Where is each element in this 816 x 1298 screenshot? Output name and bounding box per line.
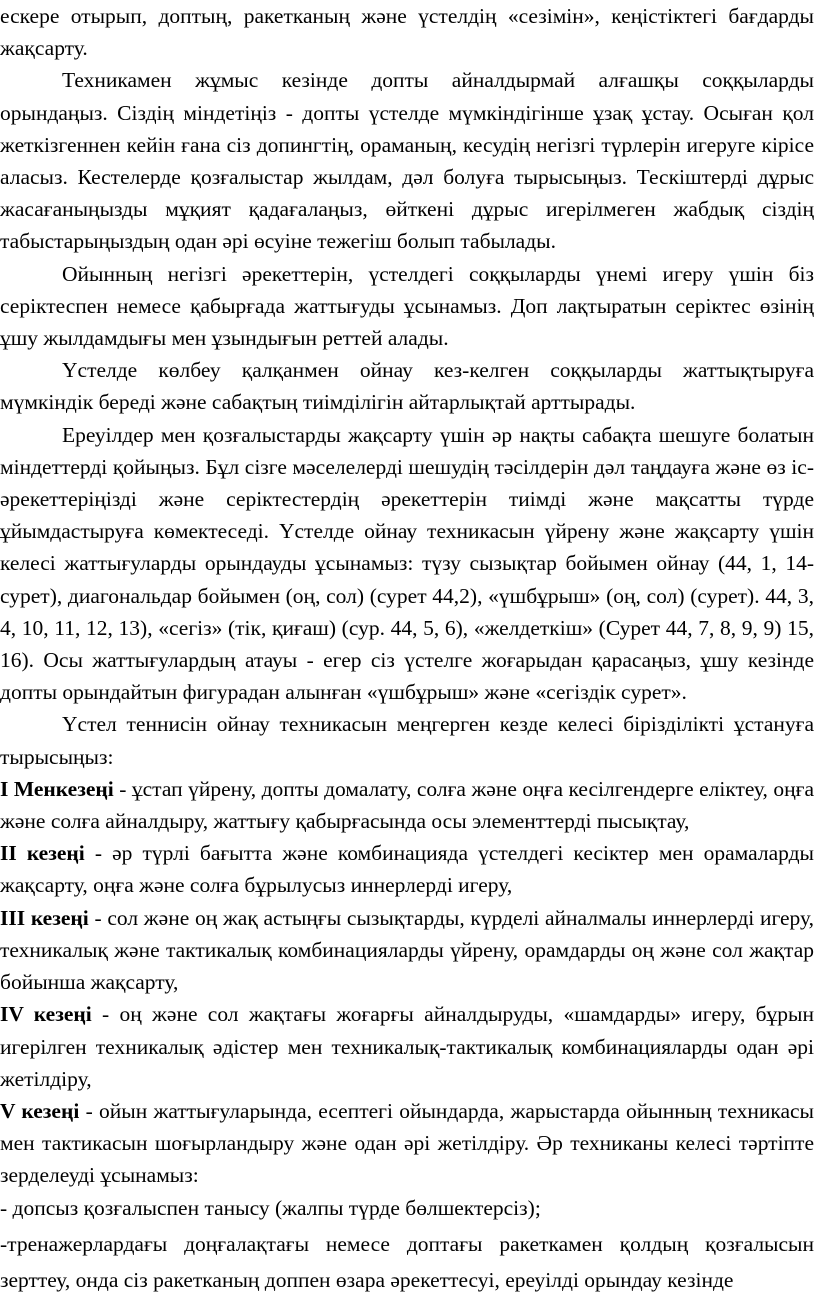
- paragraph-2: Техникамен жұмыс кезінде допты айналдырмай алғашқы соққыларды орындаңыз. Сіздің міндетіңіз - допты үстелде мүмкіндігінше ұзақ ұстау. Осыған қол жеткізгеннен кейін ғана сіз допингтің, ораманың, кесудің негізгі түрлерін игеруге кірісе аласыз. Кестелерде қозғалыстар жылдам, дәл болуға тырысыңыз. Тескіштерді дұрыс жасағаныңызды мұқият қадағалаңыз, өйткені дұрыс игерілмеген жабдық сіздің табыстарыңыздың одан әрі өсуіне тежегіш болып табылады.: [0, 68, 814, 254]
- stage-1-label: І Менкезеңі: [0, 776, 114, 801]
- stage-4-label: IV кезеңі: [0, 1002, 92, 1027]
- paragraph-6: Үстел теннисін ойнау техникасын меңгерген кезде келесі бірізділікті ұстануға тырысыңыз:: [0, 712, 814, 769]
- stage-3-text: - сол және оң жақ астыңғы сызықтарды, күрделі айналмалы иннерлерді игеру, техникалық және тактикалық комбинацияларды үйрену, орамдарды оң және сол жақтар бойынша жақсарту,: [0, 905, 814, 995]
- stage-1: [0, 773, 814, 837]
- stage-5-label: V кезеңі: [0, 1098, 80, 1123]
- paragraph-5: Ереуілдер мен қозғалыстарды жақсарту үшін әр нақты сабақта шешуге болатын міндеттерді қойыңыз. Бұл сізге мәселелерді шешудің тәсілдерін дәл таңдауға және өз іс-әрекеттеріңізді және серіктестердің әрекеттерін тиімді және мақсатты түрде ұйымдастыруға көмектеседі. Үстелде ойнау техникасын үйрену және жақсарту үшін келесі жаттығуларды орындауды ұсынамыз: түзу сызықтар бойымен ойнау (44, 1, 14-сурет), диагональдар бойымен (оң, сол) (сурет 44,2), «үшбұрыш» (оң, сол) (сурет). 44, 3, 4, 10, 11, 12, 13), «сегіз» (тік, қиғаш) (сур. 44, 5, 6), «желдеткіш» (Сурет 44, 7, 8, 9, 9) 15, 16). Осы жаттығулардың атауы - егер сіз үстелге жоғарыдан қарасаңыз, ұшу кезінде допты орындайтын фигурадан алынған «үшбұрыш» және «сегіздік сурет».: [0, 422, 814, 705]
- stage-2-label: ІІ кезеңі: [0, 841, 85, 866]
- list-line-2: -тренажерлардағы доңғалақтағы немесе доптағы ракеткамен қолдың қозғалысын зерттеу, онда сіз ракетканың доппен өзара әрекеттесуі, ереуілді орындау кезінде: [0, 1231, 814, 1292]
- stage-1-text: - ұстап үйрену, допты домалату, солға және оңға кесілгендерге еліктеу, оңға және солға айналдыру, жаттығу қабырғасында осы элементтерді пысықтау,: [0, 776, 814, 834]
- stage-3-label: ІІІ кезеңі: [0, 905, 89, 930]
- stage-2-text: - әр түрлі бағытта және комбинацияда үстелдегі кесіктер мен орамаларды жақсарту, оңға және солға бұрылусыз иннерлерді игеру,: [0, 841, 814, 898]
- stage-5: [0, 1095, 814, 1192]
- stage-4-text: - оң және сол жақтағы жоғарғы айналдыруды, «шамдарды» игеру, бұрын игерілген техникалық әдістер мен техникалық-тактикалық комбинацияларды одан әрі жетілдіру,: [0, 1002, 814, 1091]
- paragraph-4: Үстелде көлбеу қалқанмен ойнау кез-келген соққыларды жаттықтыруға мүмкіндік береді және сабақтың тиімділігін айтарлықтай арттырады.: [0, 358, 814, 415]
- paragraph-3: Ойынның негізгі әрекеттерін, үстелдегі соққыларды үнемі игеру үшін біз серіктеспен немесе қабырғада жаттығуды ұсынамыз. Доп лақтыратын серіктес өзінің ұшу жылдамдығы мен ұзындығын реттей алады.: [0, 261, 814, 351]
- stage-4: [0, 998, 814, 1095]
- stage-3: [0, 902, 814, 999]
- paragraph-1: ескере отырып, доптың, ракетканың және үстелдің «сезімін», кеңістіктегі бағдарды жақсарту.: [0, 4, 814, 61]
- stage-2: [0, 837, 814, 901]
- list-line-1: - допсыз қозғалыспен танысу (жалпы түрде бөлшектерсіз);: [0, 1195, 541, 1220]
- stage-5-text: - ойын жаттығуларында, есептегі ойындарда, жарыстарда ойынның техникасы мен тактикасын шоғырландыру және одан әрі жетілдіру. Әр техниканы келесі тәртіпте зерделеуді ұсынамыз:: [0, 1098, 815, 1188]
